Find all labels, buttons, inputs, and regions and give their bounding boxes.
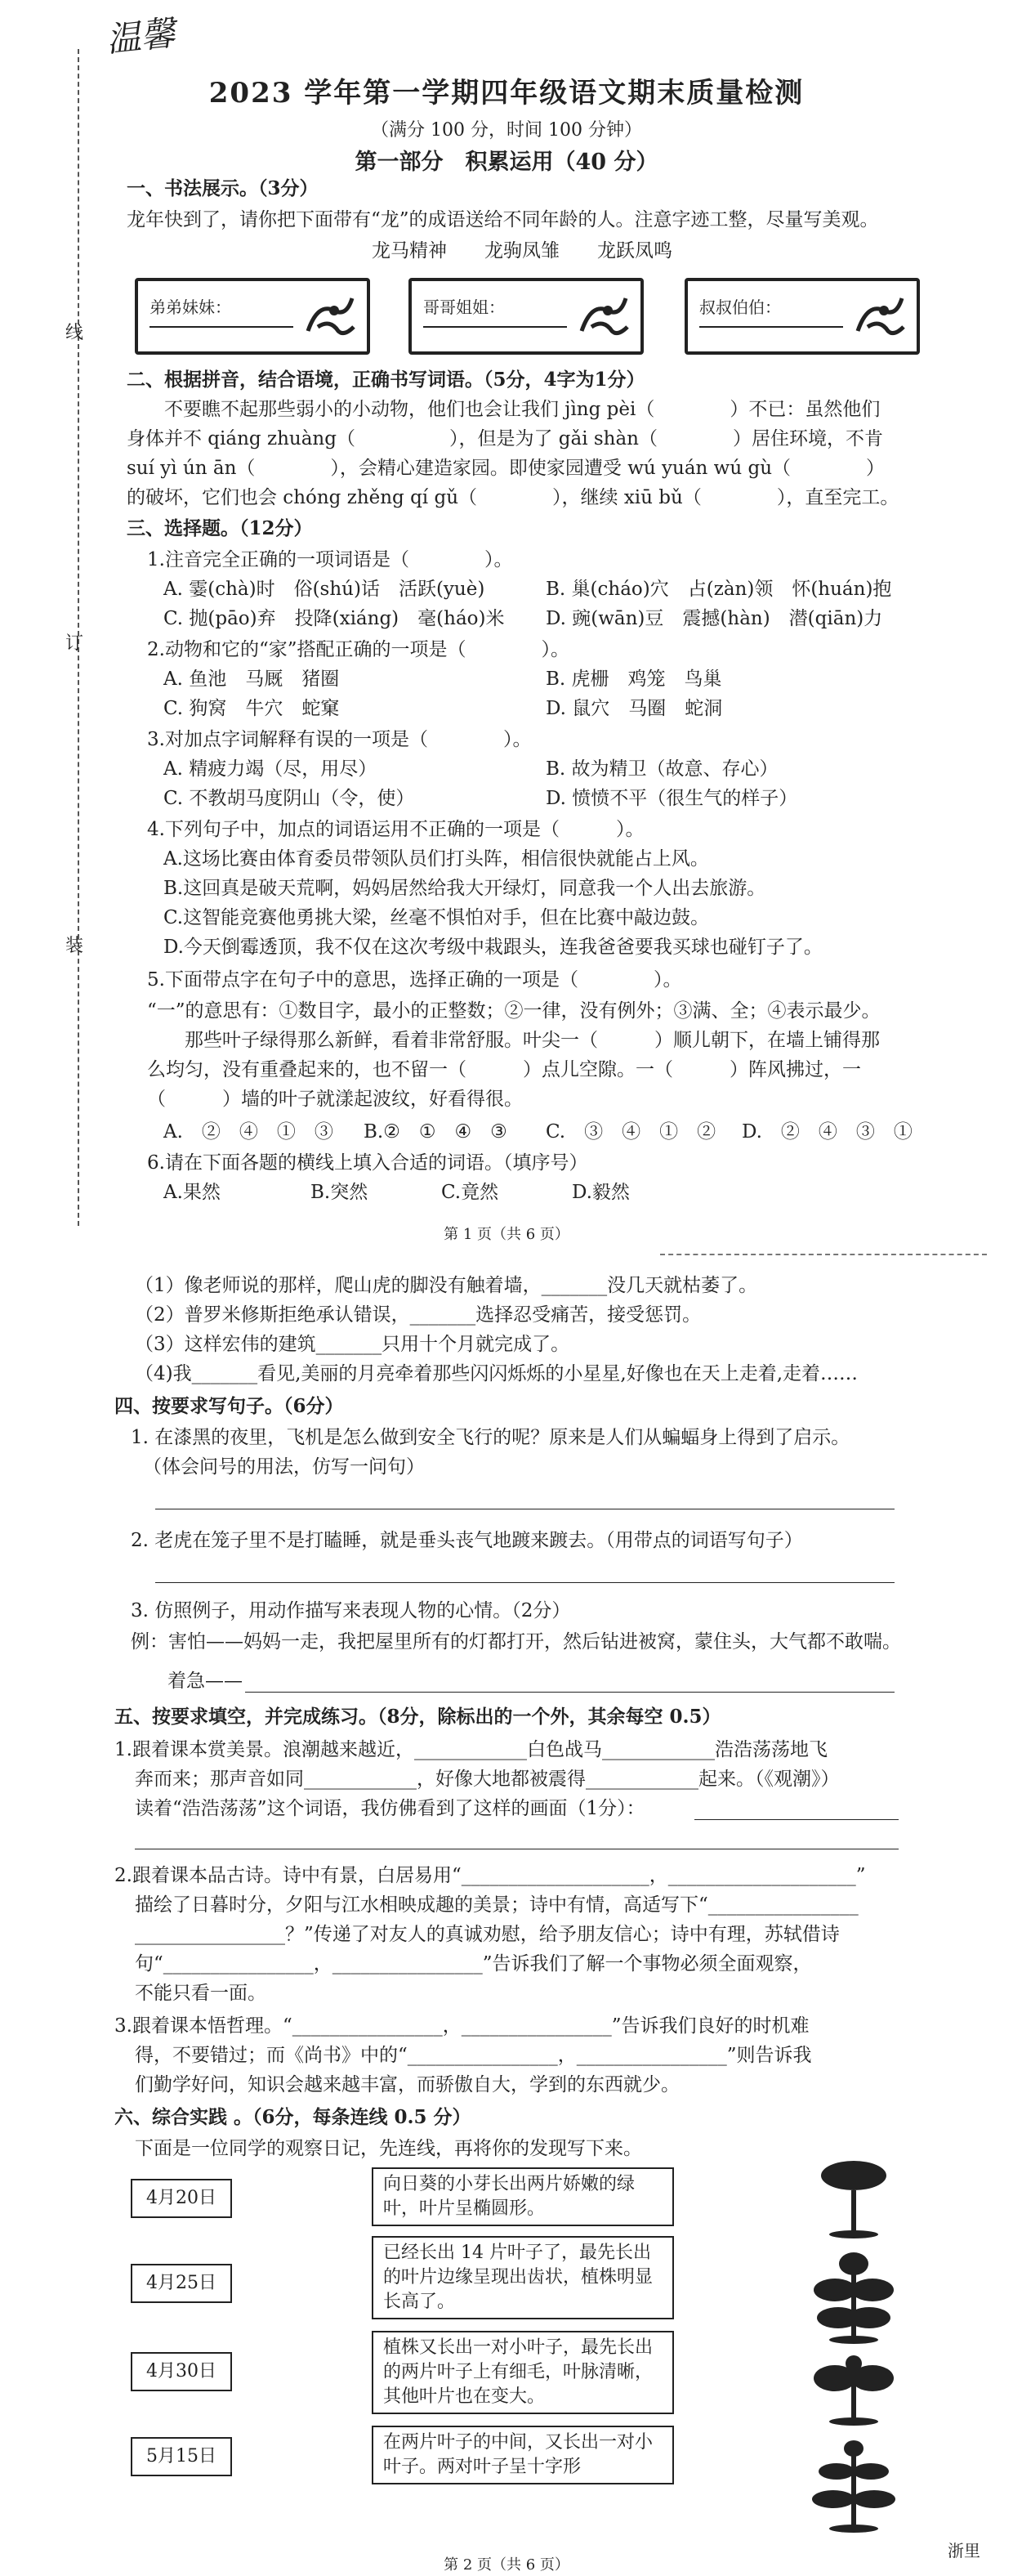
seedling-many-leaves-icon [809, 2247, 899, 2346]
card-writing-line[interactable] [149, 326, 293, 328]
section2-heading: 二、根据拼音，结合语境，正确书写词语。（5分，4字为1分） [127, 369, 645, 391]
card-label: 弟弟妹妹： [149, 297, 231, 317]
ink-dragon-icon [851, 286, 908, 343]
exam-page-1 [0, 0, 1013, 1250]
q3-option: C. 不教胡马度阴山（令，使） [163, 788, 415, 809]
section2-line: suí yì ún ān（ ），会精心建造家园。即使家园遭受 wú yuán wú gù（ ） [127, 458, 886, 479]
q5-option: B.② ① ④ ③ [364, 1121, 507, 1143]
s5-q3-line: 得，不要错过；而《尚书》中的“________________，________________”则告诉我 [135, 2045, 812, 2066]
q2-option: C. 狗窝 牛穴 蛇窠 [163, 698, 340, 719]
answer-line[interactable] [155, 1582, 895, 1583]
date-box[interactable]: 4月20日 [131, 2179, 232, 2218]
q4-option: A.这场比赛由体育委员带领队员们打头阵，相信很快就能占上风。 [163, 848, 709, 870]
q4-option: D.今天倒霉透顶，我不仅在这次考级中栽跟头，连我爸爸要我买球也碰钉子了。 [163, 937, 823, 958]
observation-note[interactable]: 植株又长出一对小叶子，最先长出的两片叶子上有细毛，叶脉清晰，其他叶片也在变大。 [372, 2331, 674, 2414]
s4-q1: 1. 在漆黑的夜里，飞机是怎么做到安全飞行的呢？原来是人们从蝙蝠身上得到了启示。 [131, 1427, 850, 1448]
section2-line: 身体并不 qiáng zhuàng（ ），但是为了 gǎi shàn（ ）居住环境，不肯 [127, 428, 883, 449]
q2-option: D. 鼠穴 马圈 蛇洞 [546, 698, 723, 719]
q4-stem: 4.下列句子中，加点的词语运用不正确的一项是（ ）。 [147, 819, 645, 840]
q6-item: （2）普罗米修斯拒绝承认错误，_______选择忍受痛苦，接受惩罚。 [135, 1304, 702, 1326]
corner-mark: 浙里 [948, 2541, 980, 2560]
s5-q2-line: 不能只看一面。 [135, 1983, 266, 2004]
q6-option: A.果然 [163, 1182, 221, 1203]
q5-text: 么均匀，没有重叠起来的，也不留一（ ）点儿空隙。一（ ）阵风拂过，一 [147, 1059, 861, 1080]
s5-q3-line: 们勤学好问，知识会越来越丰富，而骄傲自大，学到的东西就少。 [135, 2074, 680, 2095]
s5-q2-line: 2.跟着课本品古诗。诗中有景，白居易用“____________________，____________________” [114, 1865, 866, 1886]
date-box[interactable]: 4月30日 [131, 2352, 232, 2391]
section6-instruction: 下面是一位同学的观察日记，先连线，再将你的发现写下来。 [135, 2138, 642, 2159]
q1-option: D. 豌(wān)豆 震撼(hàn) 潜(qiān)力 [546, 608, 883, 629]
section6-heading: 六、综合实践 。（6分，每条连线 0.5 分） [114, 2106, 471, 2128]
s4-example: 例：害怕——妈妈一走，我把屋里所有的灯都打开，然后钻进被窝，蒙住头，大气都不敢喘。 [131, 1631, 901, 1652]
q6-item: （3）这样宏伟的建筑_______只用十个月就完成了。 [135, 1334, 570, 1355]
q1-option: B. 巢(cháo)穴 占(zàn)领 怀(huán)抱 [546, 579, 892, 600]
q3-option: A. 精疲力竭（尽，用尽） [163, 758, 377, 780]
card-label: 叔叔伯伯： [699, 297, 781, 317]
card-writing-line[interactable] [699, 326, 843, 328]
s4-q1-note: （体会问号的用法，仿写一问句） [143, 1456, 425, 1478]
page1-footer: 第 1 页（共 6 页） [444, 1226, 569, 1243]
page2-footer: 第 2 页（共 6 页） [444, 2556, 569, 2574]
s5-q3-line: 3.跟着课本悟哲理。“________________，________________”告诉我们良好的时机难 [114, 2015, 810, 2037]
section1-instruction: 龙年快到了，请你把下面带有“龙”的成语送给不同年龄的人。注意字迹工整，尽量写美观。 [127, 209, 879, 230]
q5-option: D. ② ④ ③ ① [742, 1121, 913, 1143]
q5-text: “一”的意思有：①数目字，最小的正整数；②一律，没有例外；③满、全；④表示最少。 [147, 1000, 881, 1022]
q6-stem: 6.请在下面各题的横线上填入合适的词语。（填序号） [147, 1152, 588, 1174]
seedling-small-pair-icon [809, 2346, 899, 2427]
handwritten-note: 温馨 [104, 12, 177, 60]
q2-stem: 2.动物和它的“家”搭配正确的一项是（ ）。 [147, 639, 569, 660]
observation-note[interactable]: 已经长出 14 片叶子了，最先长出的叶片边缘呈现出齿状，植株明显长高了。 [372, 2236, 674, 2319]
seedling-two-leaves-icon [809, 2158, 899, 2239]
section5-heading: 五、按要求填空，并完成练习。（8分，除标出的一个外，其余每空 0.5） [114, 1706, 721, 1728]
q4-option: C.这智能竞赛他勇挑大梁，丝毫不惧怕对手，但在比赛中敲边鼓。 [163, 907, 710, 928]
observation-note[interactable]: 在两片叶子的中间，又长出一对小叶子。两对叶子呈十字形 [372, 2426, 674, 2484]
binding-char-ding: 订 [65, 633, 84, 654]
observation-note[interactable]: 向日葵的小芽长出两片娇嫩的绿叶，叶片呈椭圆形。 [372, 2167, 674, 2226]
exam-page-2 [0, 1250, 1013, 2576]
s5-q2-line: 句“________________，________________”告诉我们了解一个事物必须全面观察， [135, 1953, 812, 1974]
section4-heading: 四、按要求写句子。（6分） [114, 1395, 344, 1417]
q3-stem: 3.对加点字词解释有误的一项是（ ）。 [147, 729, 532, 750]
section2-line: 的破坏，它们也会 chóng zhěng qí gǔ（ ），继续 xiū bǔ（ ），直至完工。 [127, 487, 899, 508]
binding-char-xian: 线 [65, 323, 84, 343]
q6-item: （4)我_______看见,美丽的月亮牵着那些闪闪烁烁的小星星,好像也在天上走着,走着…… [135, 1363, 859, 1384]
s5-q2-line: 描绘了日暮时分，夕阳与江水相映成趣的美景；诗中有情，高适写下“________________ [135, 1894, 859, 1916]
date-box[interactable]: 4月25日 [131, 2264, 232, 2303]
part-title: 第一部分 积累运用（40 分） [355, 150, 658, 175]
q6-option: B.突然 [310, 1182, 368, 1203]
date-box[interactable]: 5月15日 [131, 2437, 232, 2476]
card-writing-line[interactable] [423, 326, 567, 328]
ink-dragon-icon [301, 286, 359, 343]
answer-line[interactable] [694, 1819, 899, 1820]
exam-subtitle: （满分 100 分，时间 100 分钟） [371, 120, 642, 141]
q3-option: D. 愤愤不平（很生气的样子） [546, 788, 798, 809]
section1-idioms: 龙马精神 龙驹凤雏 龙跃凤鸣 [372, 240, 672, 262]
q5-option: C. ③ ④ ① ② [546, 1121, 716, 1143]
q5-stem: 5.下面带点字在句子中的意思，选择正确的一项是（ ）。 [147, 969, 682, 991]
q5-text: （ ）墙的叶子就漾起波纹，好看得很。 [147, 1089, 523, 1110]
greeting-card-younger [135, 278, 370, 355]
q3-option: B. 故为精卫（故意、存心） [546, 758, 779, 780]
ink-dragon-icon [575, 286, 632, 343]
exam-title: 2023 学年第一学期四年级语文期末质量检测 [208, 77, 805, 110]
q5-text: 那些叶子绿得那么新鲜，看着非常舒服。叶尖一（ ）顺儿朝下，在墙上铺得那 [147, 1030, 880, 1051]
s5-q1-line: 1.跟着课本赏美景。浪潮越来越近，____________白色战马____________浩浩荡荡地飞 [114, 1739, 828, 1760]
s5-q2-line: ________________？”传递了对友人的真诚劝慰，给予朋友信心；诗中有理，苏轼借诗 [135, 1924, 840, 1945]
q5-option: A. ② ④ ① ③ [163, 1121, 333, 1143]
q6-item: （1）像老师说的那样，爬山虎的脚没有触着墙，_______没几天就枯萎了。 [135, 1275, 758, 1296]
s5-q1-line: 奔而来；那声音如同____________，好像大地都被震得____________起来。（《观潮》） [135, 1769, 840, 1790]
seedling-cross-leaves-icon [809, 2437, 899, 2535]
section2-line: 不要瞧不起那些弱小的小动物，他们也会让我们 jìng pèi（ ）不已：虽然他们 [127, 399, 881, 420]
q2-option: B. 虎栅 鸡笼 鸟巢 [546, 669, 722, 690]
binding-char-zhuang: 装 [65, 936, 84, 956]
s4-prompt: 着急—— [167, 1670, 243, 1692]
greeting-card-older [408, 278, 644, 355]
answer-line[interactable] [245, 1692, 895, 1693]
section1-heading: 一、书法展示。（3分） [127, 177, 319, 199]
card-label: 哥哥姐姐： [423, 297, 505, 317]
s5-q1-line: 读着“浩浩荡荡”这个词语，我仿佛看到了这样的画面（1分）： [135, 1798, 645, 1819]
q6-option: D.毅然 [572, 1182, 630, 1203]
greeting-card-elders [685, 278, 920, 355]
q1-option: C. 抛(pāo)弃 投降(xiáng) 毫(háo)米 [163, 608, 505, 629]
q1-stem: 1.注音完全正确的一项词语是（ ）。 [147, 549, 513, 570]
s4-q2: 2. 老虎在笼子里不是打瞌睡，就是垂头丧气地踱来踱去。（用带点的词语写句子） [131, 1530, 803, 1551]
s4-q3: 3. 仿照例子，用动作描写来表现人物的心情。（2分） [131, 1600, 571, 1621]
section3-heading: 三、选择题。（12分） [127, 517, 313, 539]
q2-option: A. 鱼池 马厩 猪圈 [163, 669, 340, 690]
q1-option: A. 霎(chà)时 俗(shú)话 活跃(yuè) [163, 579, 485, 600]
q6-option: C.竟然 [441, 1182, 499, 1203]
q4-option: B.这回真是破天荒啊，妈妈居然给我大开绿灯，同意我一个人出去旅游。 [163, 878, 766, 899]
cut-line [660, 1254, 987, 1255]
